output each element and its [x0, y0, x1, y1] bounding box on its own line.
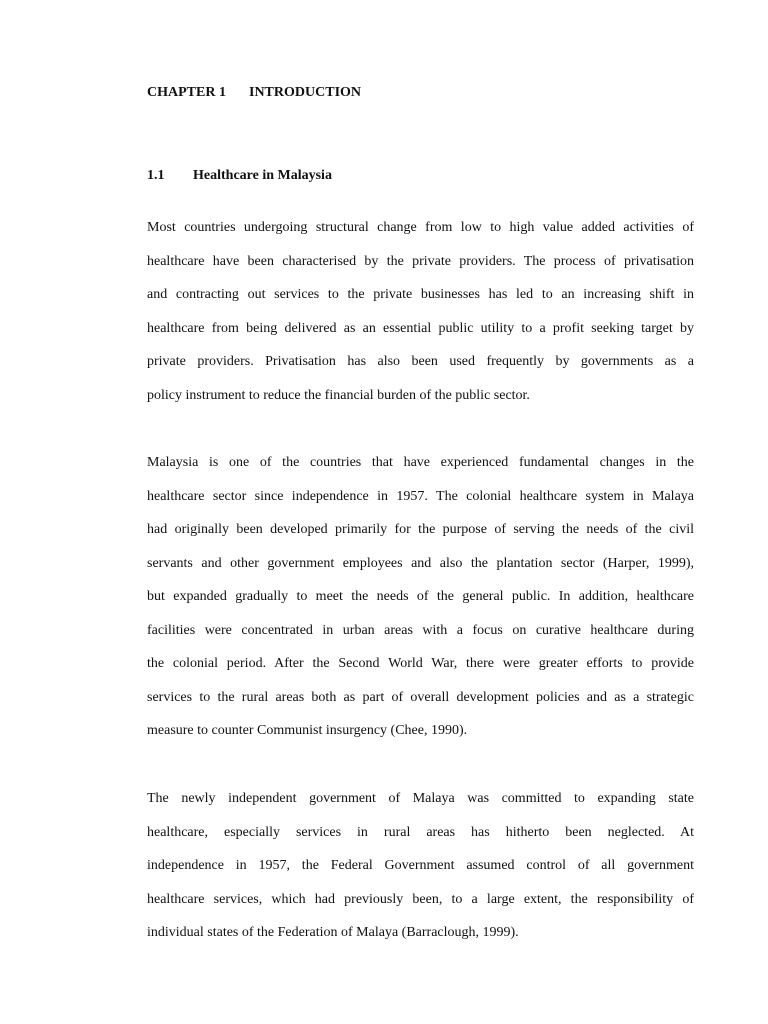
paragraph-privatisation: [147, 219, 694, 420]
section-heading: [147, 167, 332, 184]
paragraph-line: independence in 1957, the Federal Government assumed control of all government: [147, 858, 694, 873]
paragraph-line: healthcare sector since independence in 1957. The colonial healthcare system in Malaya: [147, 488, 694, 504]
paragraph-malaysia-history: [147, 454, 694, 756]
paragraph-independent-government: [147, 790, 694, 958]
paragraph-line: but expanded gradually to meet the needs of the general public. In addition, healthcare: [147, 589, 694, 604]
paragraph-line: services to the rural areas both as part of overall development policies and as a strategic: [147, 689, 694, 705]
paragraph-line: The newly independent government of Malaya was committed to expanding state: [147, 791, 694, 806]
chapter-number: CHAPTER 1: [147, 85, 226, 100]
paragraph-line: and contracting out services to the private businesses has led to an increasing shift in: [147, 287, 694, 302]
paragraph-line: private providers. Privatisation has also been used frequently by governments as a: [147, 354, 694, 369]
paragraph-line: Malaysia is one of the countries that have experienced fundamental changes in the: [147, 455, 694, 470]
paragraph-line: measure to counter Communist insurgency (Chee, 1990).: [147, 723, 468, 738]
section-title: Healthcare in Malaysia: [193, 168, 332, 183]
chapter-heading: [147, 84, 361, 101]
paragraph-line: facilities were concentrated in urban areas with a focus on curative healthcare during: [147, 622, 694, 638]
paragraph-line: policy instrument to reduce the financial burden of the public sector.: [147, 387, 530, 403]
paragraph-line: healthcare have been characterised by the private providers. The process of privatisation: [147, 253, 694, 269]
paragraph-line: had originally been developed primarily for the purpose of serving the needs of the civil: [147, 522, 694, 537]
paragraph-line: individual states of the Federation of Malaya (Barraclough, 1999).: [147, 925, 519, 940]
paragraph-line: healthcare services, which had previously been, to a large extent, the responsibility of: [147, 891, 694, 907]
chapter-title: INTRODUCTION: [249, 85, 362, 100]
paragraph-line: servants and other government employees and also the plantation sector (Harper, 1999),: [147, 555, 694, 571]
paragraph-line: healthcare from being delivered as an essential public utility to a profit seeking target by: [147, 320, 694, 336]
section-number: 1.1: [147, 168, 165, 183]
paragraph-line: healthcare, especially services in rural areas has hitherto been neglected. At: [147, 824, 694, 840]
paragraph-line: the colonial period. After the Second World War, there were greater efforts to provide: [147, 656, 694, 671]
paragraph-line: Most countries undergoing structural change from low to high value added activities of: [147, 220, 694, 235]
